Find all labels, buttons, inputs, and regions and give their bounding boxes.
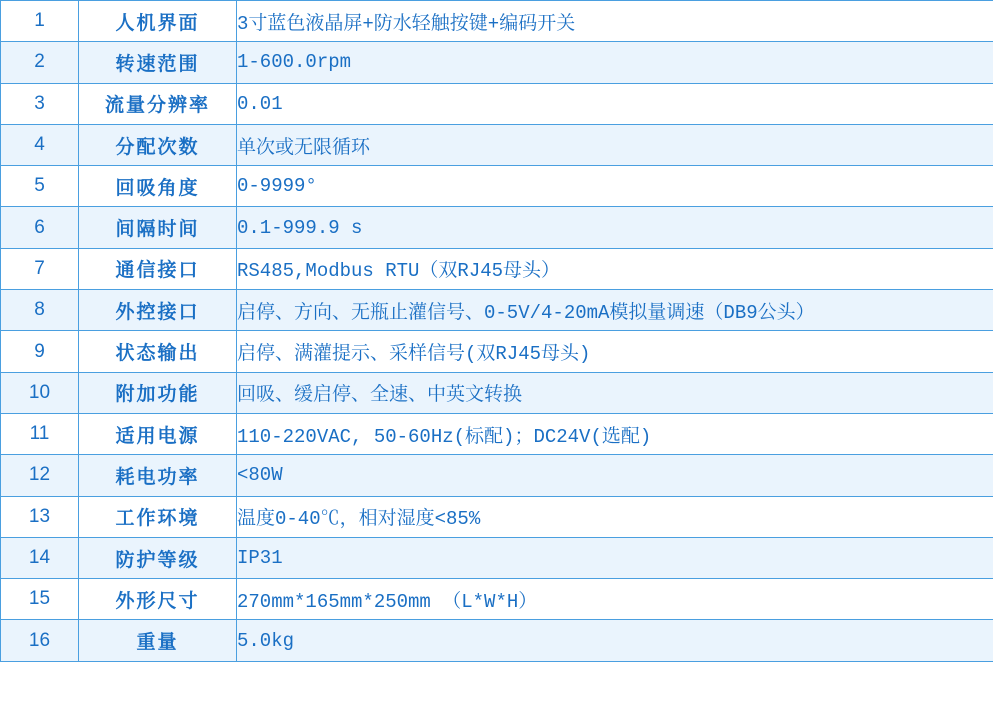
row-value-cell: RS485,Modbus RTU（双RJ45母头） [237,248,993,289]
row-index-cell: 10 [1,372,79,413]
row-label-cell: 状态输出 [79,331,237,372]
table-row [1,579,993,620]
row-label-cell: 重量 [79,620,237,661]
row-label-cell: 工作环境 [79,496,237,537]
table-row [1,537,993,578]
row-index-cell: 15 [1,579,79,620]
table-row [1,331,993,372]
row-index-cell: 5 [1,166,79,207]
row-index-cell: 12 [1,455,79,496]
row-value-cell: 5.0kg [237,620,993,661]
row-label-cell: 耗电功率 [79,455,237,496]
row-label-cell: 外形尺寸 [79,579,237,620]
row-value-cell: 0.01 [237,83,993,124]
row-value-cell: 启停、方向、无瓶止灌信号、0-5V/4-20mA模拟量调速（DB9公头） [237,290,993,331]
row-index-cell: 1 [1,1,79,42]
row-value-cell: 单次或无限循环 [237,124,993,165]
row-index-cell: 3 [1,83,79,124]
row-value-cell: 1-600.0rpm [237,42,993,83]
table-row [1,42,993,83]
row-index-cell: 4 [1,124,79,165]
table-row [1,124,993,165]
table-body [1,1,993,662]
row-index-cell: 16 [1,620,79,661]
row-value-cell: 110-220VAC, 50-60Hz(标配)；DC24V(选配) [237,413,993,454]
row-label-cell: 附加功能 [79,372,237,413]
row-value-cell: 3寸蓝色液晶屏+防水轻触按键+编码开关 [237,1,993,42]
row-value-cell: IP31 [237,537,993,578]
row-value-cell: 回吸、缓启停、全速、中英文转换 [237,372,993,413]
row-label-cell: 转速范围 [79,42,237,83]
row-index-cell: 8 [1,290,79,331]
row-index-cell: 11 [1,413,79,454]
row-label-cell: 防护等级 [79,537,237,578]
row-index-cell: 9 [1,331,79,372]
row-label-cell: 人机界面 [79,1,237,42]
table-row [1,207,993,248]
row-label-cell: 外控接口 [79,290,237,331]
row-label-cell: 通信接口 [79,248,237,289]
row-label-cell: 分配次数 [79,124,237,165]
row-value-cell: <80W [237,455,993,496]
row-value-cell: 温度0-40℃，相对湿度<85% [237,496,993,537]
table-row [1,248,993,289]
row-value-cell: 0-9999° [237,166,993,207]
row-index-cell: 14 [1,537,79,578]
table-row [1,413,993,454]
row-index-cell: 2 [1,42,79,83]
row-label-cell: 间隔时间 [79,207,237,248]
table-row [1,166,993,207]
table-row [1,290,993,331]
row-label-cell: 回吸角度 [79,166,237,207]
row-value-cell: 0.1-999.9 s [237,207,993,248]
row-label-cell: 流量分辨率 [79,83,237,124]
row-value-cell: 270mm*165mm*250mm （L*W*H） [237,579,993,620]
table-row [1,455,993,496]
row-value-cell: 启停、满灌提示、采样信号(双RJ45母头) [237,331,993,372]
table-row [1,496,993,537]
table-row [1,372,993,413]
row-index-cell: 7 [1,248,79,289]
row-label-cell: 适用电源 [79,413,237,454]
row-index-cell: 13 [1,496,79,537]
row-index-cell: 6 [1,207,79,248]
table-row [1,1,993,42]
table-row [1,620,993,661]
table-row [1,83,993,124]
